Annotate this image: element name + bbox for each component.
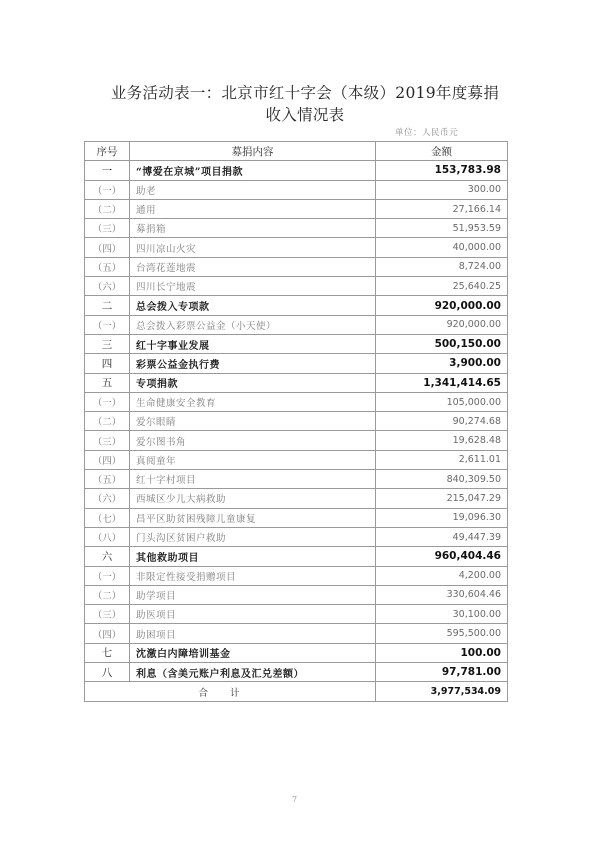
table-row — [85, 199, 508, 218]
table-row — [85, 180, 508, 199]
row-content: 四川凉山火灾 — [130, 238, 376, 257]
row-index: （二） — [85, 412, 130, 431]
header-amount: 金额 — [376, 142, 508, 161]
table-body — [85, 142, 508, 702]
table-row — [85, 605, 508, 624]
row-index: （三） — [85, 431, 130, 450]
total-amount: 3,977,534.09 — [376, 682, 508, 702]
table-header-row — [85, 142, 508, 161]
row-index: （一） — [85, 180, 130, 199]
row-content: 其他救助项目 — [130, 547, 376, 566]
total-label: 合计 — [85, 682, 376, 702]
row-content: 利息（含美元账户利息及汇兑差额） — [130, 663, 376, 682]
row-amount: 8,724.00 — [376, 257, 508, 276]
row-index: 一 — [85, 161, 130, 180]
row-index: （一） — [85, 392, 130, 411]
row-content: 西城区少儿大病救助 — [130, 489, 376, 508]
row-amount: 49,447.39 — [376, 527, 508, 546]
table-row — [85, 508, 508, 527]
row-content: 门头沟区贫困户救助 — [130, 527, 376, 546]
table-row — [85, 585, 508, 604]
table-row — [85, 412, 508, 431]
row-content: 红十字事业发展 — [130, 334, 376, 353]
row-amount: 25,640.25 — [376, 277, 508, 296]
row-index: （三） — [85, 605, 130, 624]
row-content: 通用 — [130, 199, 376, 218]
table-row — [85, 373, 508, 392]
table-row — [85, 392, 508, 411]
row-content: 总会拨入彩票公益金（小天使） — [130, 315, 376, 334]
table-row — [85, 219, 508, 238]
row-content: 真阅童年 — [130, 450, 376, 469]
table-row — [85, 547, 508, 566]
row-index: 三 — [85, 334, 130, 353]
table-row — [85, 624, 508, 643]
row-index: （一） — [85, 566, 130, 585]
row-amount: 2,611.01 — [376, 450, 508, 469]
row-amount: 1,341,414.65 — [376, 373, 508, 392]
table-row — [85, 315, 508, 334]
row-amount: 500,150.00 — [376, 334, 508, 353]
table-row — [85, 277, 508, 296]
document-title — [100, 82, 510, 126]
title-line-1: 业务活动表一：北京市红十字会（本级）2019年度募捐 — [110, 84, 500, 102]
row-content: 爱尔眼睛 — [130, 412, 376, 431]
row-index: （二） — [85, 585, 130, 604]
row-amount: 300.00 — [376, 180, 508, 199]
row-index: （六） — [85, 489, 130, 508]
row-amount: 840,309.50 — [376, 470, 508, 489]
table-row — [85, 643, 508, 662]
header-content: 募捐内容 — [130, 142, 376, 161]
row-index: （六） — [85, 277, 130, 296]
row-content: 募捐箱 — [130, 219, 376, 238]
row-index: （四） — [85, 450, 130, 469]
row-amount: 215,047.29 — [376, 489, 508, 508]
row-amount: 27,166.14 — [376, 199, 508, 218]
row-index: （七） — [85, 508, 130, 527]
row-index: （一） — [85, 315, 130, 334]
row-content: 彩票公益金执行费 — [130, 354, 376, 373]
row-content: 红十字村项目 — [130, 470, 376, 489]
row-index: 六 — [85, 547, 130, 566]
header-index: 序号 — [85, 142, 130, 161]
row-index: 八 — [85, 663, 130, 682]
row-index: （二） — [85, 199, 130, 218]
row-amount: 40,000.00 — [376, 238, 508, 257]
row-amount: 3,900.00 — [376, 354, 508, 373]
row-content: 助老 — [130, 180, 376, 199]
row-content: 非限定性接受捐赠项目 — [130, 566, 376, 585]
unit-label: 单位：人民币元 — [395, 128, 459, 138]
row-content: 台湾花莲地震 — [130, 257, 376, 276]
table-row — [85, 489, 508, 508]
page-number: 7 — [292, 795, 298, 804]
row-content: 生命健康安全教育 — [130, 392, 376, 411]
title-line-2: 收入情况表 — [265, 106, 345, 124]
row-amount: 97,781.00 — [376, 663, 508, 682]
table-row — [85, 238, 508, 257]
row-amount: 920,000.00 — [376, 315, 508, 334]
row-index: 二 — [85, 296, 130, 315]
table-row — [85, 296, 508, 315]
row-amount: 105,000.00 — [376, 392, 508, 411]
row-content: 助医项目 — [130, 605, 376, 624]
row-amount: 920,000.00 — [376, 296, 508, 315]
row-index: 五 — [85, 373, 130, 392]
row-index: （五） — [85, 257, 130, 276]
table-row — [85, 354, 508, 373]
row-content: 昌平区助贫困残障儿童康复 — [130, 508, 376, 527]
row-amount: 100.00 — [376, 643, 508, 662]
row-index: （四） — [85, 624, 130, 643]
row-content: 助困项目 — [130, 624, 376, 643]
table-row — [85, 161, 508, 180]
row-index: （四） — [85, 238, 130, 257]
row-amount: 595,500.00 — [376, 624, 508, 643]
row-index: （五） — [85, 470, 130, 489]
row-amount: 960,404.46 — [376, 547, 508, 566]
row-index: （八） — [85, 527, 130, 546]
table-row — [85, 527, 508, 546]
row-amount: 153,783.98 — [376, 161, 508, 180]
row-amount: 90,274.68 — [376, 412, 508, 431]
table-row — [85, 431, 508, 450]
row-content: 专项捐款 — [130, 373, 376, 392]
row-index: 七 — [85, 643, 130, 662]
row-content: 助学项目 — [130, 585, 376, 604]
row-index: 四 — [85, 354, 130, 373]
row-amount: 30,100.00 — [376, 605, 508, 624]
row-content: 总会拨入专项款 — [130, 296, 376, 315]
table-row — [85, 334, 508, 353]
row-amount: 330,604.46 — [376, 585, 508, 604]
total-row — [85, 682, 508, 702]
row-index: （三） — [85, 219, 130, 238]
table-row — [85, 470, 508, 489]
row-amount: 4,200.00 — [376, 566, 508, 585]
row-content: 沈激白内障培训基金 — [130, 643, 376, 662]
row-amount: 51,953.59 — [376, 219, 508, 238]
table-row — [85, 663, 508, 682]
table-row — [85, 257, 508, 276]
row-amount: 19,096.30 — [376, 508, 508, 527]
row-amount: 19,628.48 — [376, 431, 508, 450]
donation-income-table — [84, 141, 508, 702]
row-content: 四川长宁地震 — [130, 277, 376, 296]
table-row — [85, 450, 508, 469]
row-content: “博爱在京城”项目捐款 — [130, 161, 376, 180]
table-row — [85, 566, 508, 585]
row-content: 爱尔图书角 — [130, 431, 376, 450]
